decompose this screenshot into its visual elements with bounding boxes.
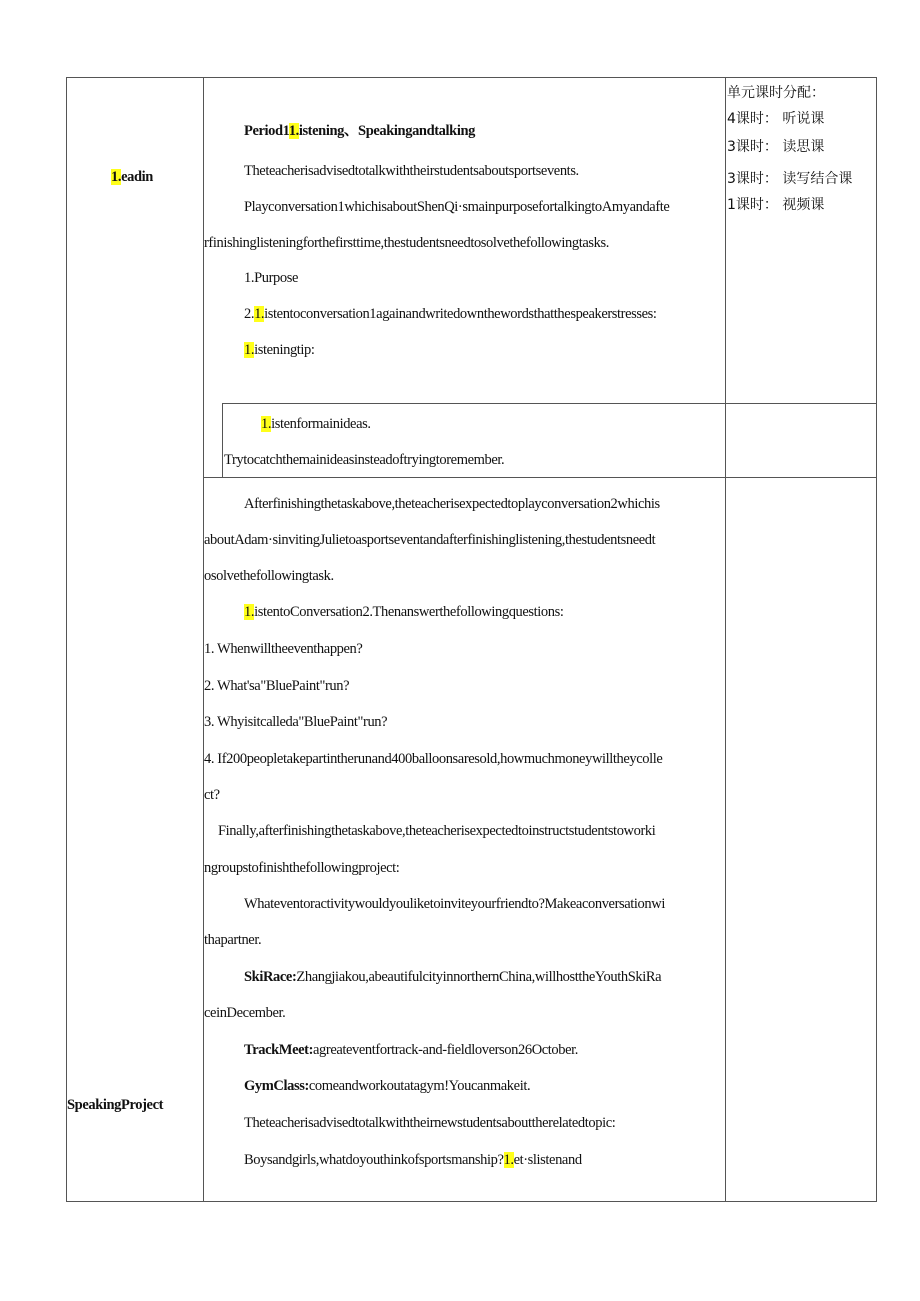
question: 2. What'sa"BluePaint"run?: [204, 678, 350, 694]
paragraph: thapartner.: [204, 932, 262, 948]
unit-allocation-title: 单元课时分配：: [727, 85, 825, 101]
listen-instruction: 1.istentoConversation2.Thenanswerthefollowingquestions:: [244, 604, 564, 620]
track-meet-item: TrackMeet:agreateventfortrack-and-fieldloverson26October.: [244, 1042, 579, 1058]
paragraph: Finally,afterfinishingthetaskabove,theteacherisexpectedtoinstructstudentstoworki: [218, 823, 656, 839]
allocation-item: 3课时： 读思课: [727, 139, 825, 155]
table-divider-2: [725, 77, 726, 1202]
listening-tip-label: 1.isteningtip:: [244, 342, 315, 358]
question: ct?: [204, 787, 220, 803]
task-purpose: 1.Purpose: [244, 270, 298, 286]
period-heading: Period11.istening、Speakingandtalking: [244, 123, 475, 139]
paragraph: aboutAdam·sinvitingJulietoasportseventandafterfinishinglistening,thestudentsneedt: [204, 532, 656, 548]
allocation-item: 3课时： 读写结合课: [727, 171, 853, 187]
speaking-project-label: SpeakingProject: [67, 1097, 164, 1113]
gym-class-item: GymClass:comeandworkoutatagym!Youcanmakeit.: [244, 1078, 531, 1094]
tip-box-top: [222, 403, 877, 404]
ski-race-item-cont: ceinDecember.: [204, 1005, 286, 1021]
row-divider: [203, 477, 877, 478]
tip-line: 1.istenformainideas.: [261, 416, 371, 432]
table-border-right: [876, 77, 877, 1202]
question: 1. Whenwilltheeventhappen?: [204, 641, 363, 657]
allocation-item: 1课时： 视频课: [727, 197, 825, 213]
paragraph: osolvethefollowingtask.: [204, 568, 334, 584]
paragraph: Theteacherisadvisedtotalkwiththeirnewstudentsabouttherelatedtopic:: [244, 1115, 616, 1131]
tip-line: Trytocatchthemainideasinsteadoftryingtoremember.: [224, 452, 505, 468]
table-border-top: [66, 77, 877, 78]
paragraph: Theteacherisadvisedtotalkwiththeirstudentsaboutsportsevents.: [244, 163, 579, 179]
tip-box-left: [222, 403, 223, 477]
leadin-label: 1.eadin: [111, 169, 153, 185]
paragraph: Playconversation1whichisaboutShenQi·smainpurposefortalkingtoAmyandafte: [244, 199, 670, 215]
ski-race-item: SkiRace:Zhangjiakou,abeautifulcityinnorthernChina,willhosttheYouthSkiRa: [244, 969, 662, 985]
allocation-item: 4课时： 听说课: [727, 111, 825, 127]
question: 4. If200peopletakepartintherunand400balloonsaresold,howmuchmoneywilltheycolle: [204, 751, 663, 767]
table-border-left: [66, 77, 67, 1202]
paragraph: Afterfinishingthetaskabove,theteacherisexpectedtoplayconversation2whichis: [244, 496, 660, 512]
task-listen: 2.1.istentoconversation1againandwritedownthewordsthatthespeakerstresses:: [244, 306, 657, 322]
paragraph: Whateventoractivitywouldyouliketoinviteyourfriendto?Makeaconversationwi: [244, 896, 665, 912]
question: 3. Whyisitcalleda"BluePaint"run?: [204, 714, 388, 730]
paragraph: Boysandgirls,whatdoyouthinkofsportsmanship?1.et·slistenand: [244, 1152, 582, 1168]
paragraph: ngroupstofinishthefollowingproject:: [204, 860, 400, 876]
table-border-bottom: [66, 1201, 877, 1202]
paragraph: rfinishinglisteningforthefirsttime,thestudentsneedtosolvethefollowingtasks.: [204, 235, 609, 251]
